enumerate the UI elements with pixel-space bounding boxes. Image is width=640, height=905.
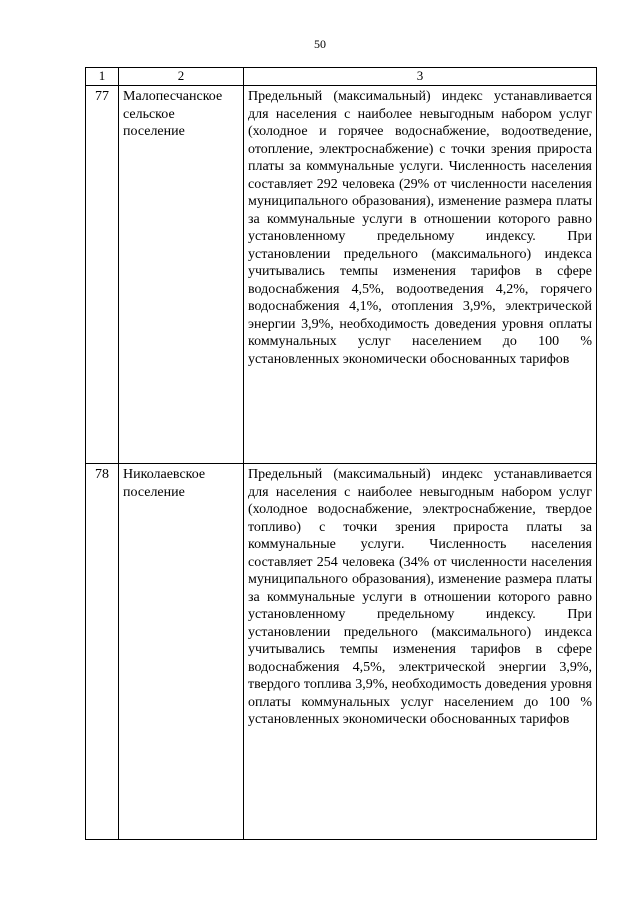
- table-row: [86, 86, 597, 464]
- table-header-row: [86, 68, 597, 86]
- index-description: Предельный (максимальный) индекс устанавливается для населения с наиболее невыгодным набором услуг (холодное водоснабжение, электроснабжение, твердое топливо) с точки зрения прироста платы за коммунальные услуги. Численность населения составляет 254 человека (34% от численности населения муниципального образования), изменение размера платы за коммунальные услуги в отношении которого равно установленному предельному индексу. При установлении предельного (максимального) индекса учитывались темпы изменения тарифов в сфере водоснабжения 4,5%, электрической энергии 3,9%, твердого топлива 3,9%, необходимость доведения уровня оплаты коммунальных услуг населением до 100 % установленных экономически обоснованных тарифов: [244, 464, 597, 840]
- settlement-name: Николаевское поселение: [119, 464, 244, 840]
- column-header: 1: [86, 68, 119, 86]
- column-header: 3: [244, 68, 597, 86]
- column-header: 2: [119, 68, 244, 86]
- table-row: [86, 464, 597, 840]
- index-description: Предельный (максимальный) индекс устанавливается для населения с наиболее невыгодным набором услуг (холодное и горячее водоснабжение, водоотведение, отопление, электроснабжение) с точки зрения прироста платы за коммунальные услуги. Численность населения составляет 292 человека (29% от численности населения муниципального образования), изменение размера платы за коммунальные услуги в отношении которого равно установленному предельному индексу. При установлении предельного (максимального) индекса учитывались темпы изменения тарифов в сфере водоснабжения 4,5%, водоотведения 4,2%, горячего водоснабжения 4,1%, отопления 3,9%, электрической энергии 3,9%, необходимость доведения уровня оплаты коммунальных услуг населением до 100 % установленных экономически обоснованных тарифов: [244, 86, 597, 464]
- settlement-name: Малопесчанское сельское поселение: [119, 86, 244, 464]
- row-number: 77: [86, 86, 119, 464]
- row-number: 78: [86, 464, 119, 840]
- tariff-index-table: [85, 67, 597, 840]
- page-number: 50: [314, 37, 326, 51]
